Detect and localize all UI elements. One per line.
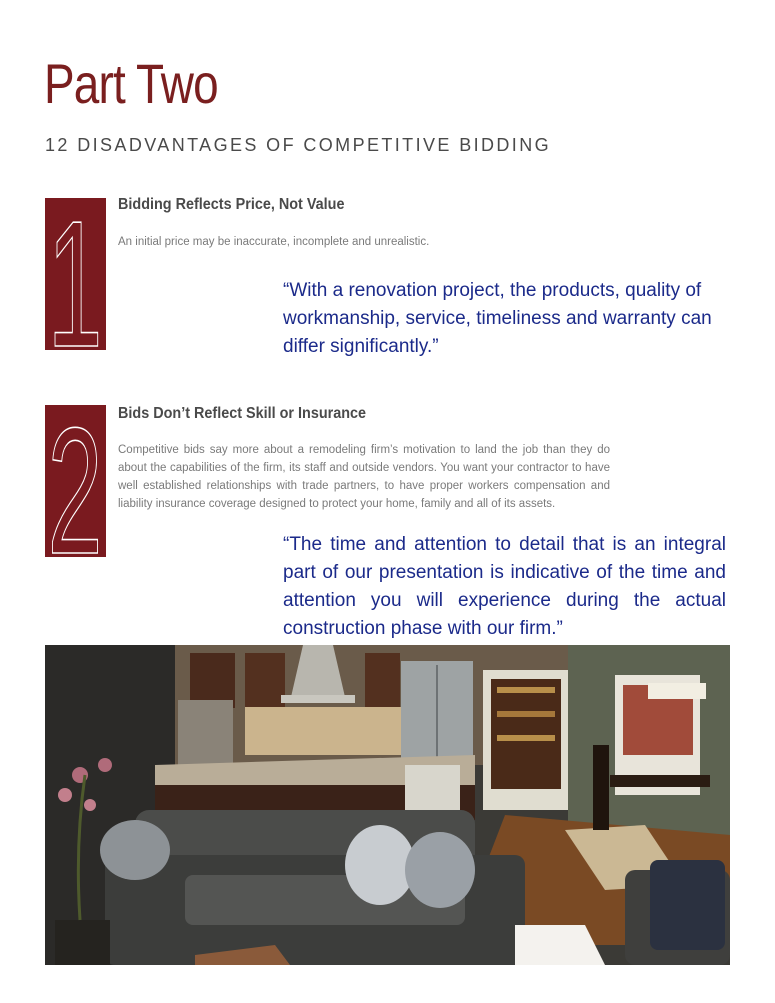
- section-2-title: Bids Don’t Reflect Skill or Insurance: [118, 405, 367, 422]
- number-1-glyph: [45, 198, 106, 350]
- interior-photo-illustration: [45, 645, 730, 965]
- number-2-text: 2: [47, 405, 103, 557]
- page-title: Part Two: [44, 52, 218, 115]
- interior-photo: [45, 645, 730, 965]
- section-2-number-block: [45, 405, 106, 557]
- section-1-number-block: [45, 198, 106, 350]
- section-1-quote: “With a renovation project, the products, quality of workmanship, service, timeliness and warranty can differ significantly.”: [283, 280, 712, 357]
- section-1-body: An initial price may be inaccurate, incomplete and unrealistic.: [118, 236, 430, 248]
- section-2-quote: “The time and attention to detail that is an integral part of our presentation is indicative of the time and attention you will experience during the actual construction phase with our firm.”: [283, 534, 726, 639]
- section-2-body: Competitive bids say more about a remodeling firm’s motivation to land the job than they do about the capabilities of the firm, its staff and outside vendors. You want your contractor to have well established relationships with trade partners, to have proper workers compensation and liability insurance coverage designed to protect your home, family and all of its assets.: [118, 444, 610, 510]
- number-2-glyph: [45, 405, 106, 557]
- number-1-text: 1: [47, 198, 103, 350]
- section-1-title: Bidding Reflects Price, Not Value: [118, 196, 345, 213]
- page-subtitle: 12 DISADVANTAGES OF COMPETITIVE BIDDING: [45, 135, 552, 155]
